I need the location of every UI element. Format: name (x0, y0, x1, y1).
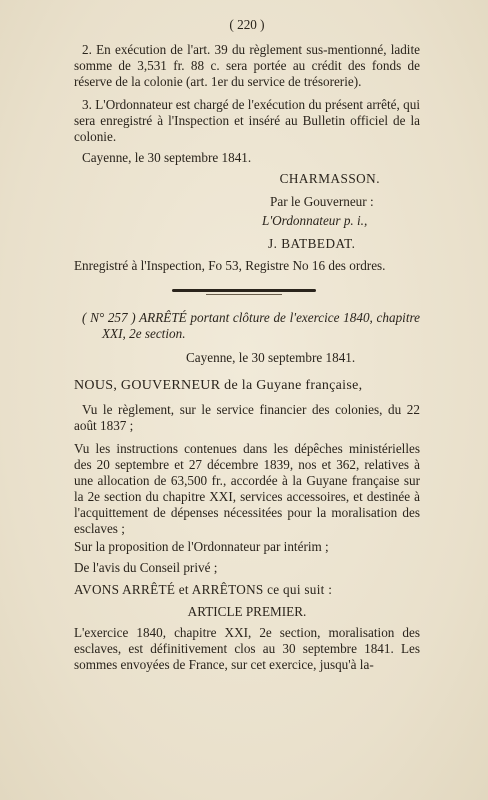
registration-note: Enregistré à l'Inspection, Fo 53, Registre No 16 des ordres. (74, 258, 386, 273)
par-le-gouverneur: Par le Gouverneur : (270, 194, 374, 209)
avons-arrete: AVONS ARRÊTÉ et ARRÊTONS ce qui suit : (74, 582, 333, 597)
page-number: ( 220 ) (229, 17, 265, 32)
divider-rule-thin (206, 294, 282, 295)
vu-instructions: Vu les instructions contenues dans les dépêches ministérielles des 20 septembre et 27 décembre 1839, nos et 362, relatives à une allocation de 63,500 fr., accordée à la Guyane française sur la 2e section du chapitre XXI, services accessoires, et destinée à l'acquittement de dépenses nécessitées pour la moralisation des esclaves ; (74, 441, 420, 536)
vu-reglement: Vu le règlement, sur le service financier des colonies, du 22 août 1837 ; (74, 402, 420, 433)
article-text: L'exercice 1840, chapitre XXI, 2e section, moralisation des esclaves, est définitivement clos au 30 septembre 1841. Les sommes envoyées de France, sur cet exercice, jusqu'à la- (74, 625, 420, 672)
signature-batbedat: J. BATBEDAT. (268, 236, 356, 251)
de-avis: De l'avis du Conseil privé ; (74, 560, 218, 575)
sur-proposition: Sur la proposition de l'Ordonnateur par intérim ; (74, 539, 329, 554)
paragraph-3: 3. L'Ordonnateur est chargé de l'exécution du présent arrêté, qui sera enregistré à l'Inspection et inséré au Bulletin officiel de la colonie. (74, 97, 420, 144)
decree-title: ( N° 257 ) ARRÊTÉ portant clôture de l'exercice 1840, chapitre XXI, 2e section. (82, 310, 420, 341)
signature-charmasson: CHARMASSON. (279, 171, 380, 186)
nous-gouverneur: NOUS, GOUVERNEUR de la Guyane française, (74, 378, 363, 393)
paragraph-2: 2. En exécution de l'art. 39 du règlement sus-mentionné, ladite somme de 3,531 fr. 88 c. sera portée au crédit des fonds de réserve de la colonie (art. 1er du service de trésorerie). (74, 42, 420, 89)
divider-rule (172, 289, 316, 292)
article-premier: ARTICLE PREMIER. (187, 604, 307, 619)
decree-date: Cayenne, le 30 septembre 1841. (186, 350, 356, 365)
ordonnateur-label: L'Ordonnateur p. i., (262, 213, 368, 228)
date-line: Cayenne, le 30 septembre 1841. (82, 150, 252, 165)
